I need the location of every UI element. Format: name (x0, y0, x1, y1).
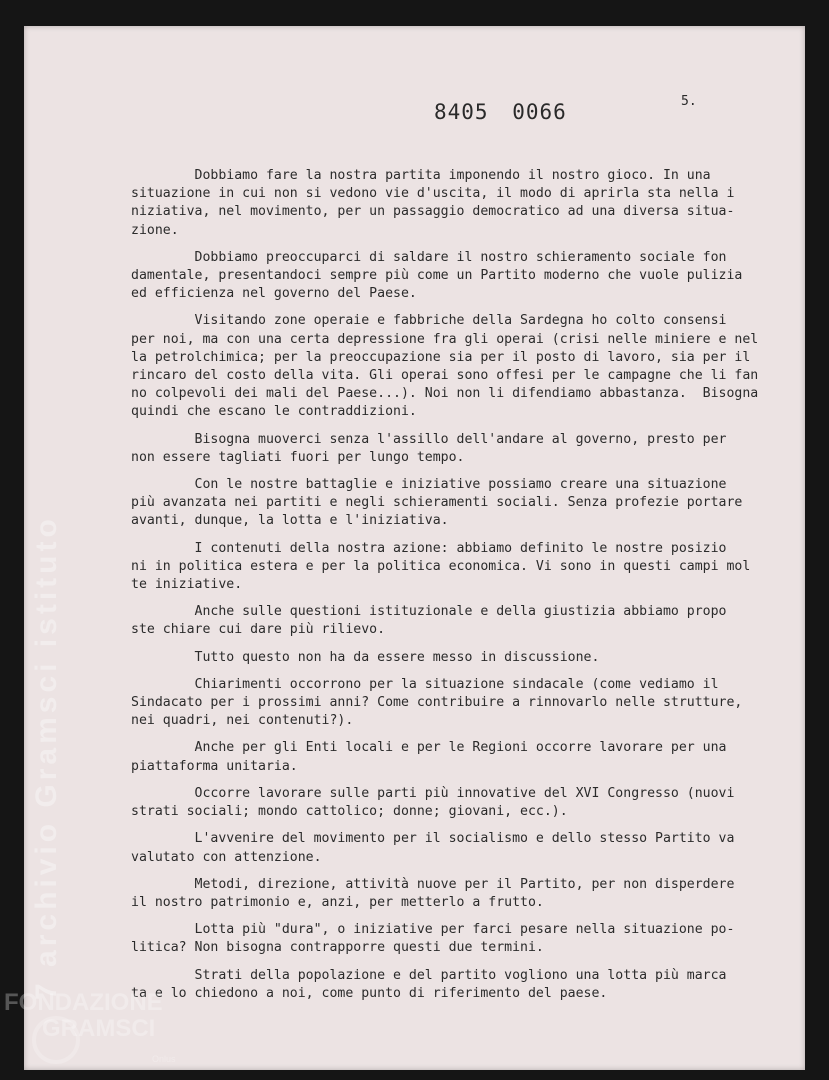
document-body (131, 167, 771, 1012)
watermark-line3: Onlus (152, 1054, 176, 1064)
page-number: 5. (681, 94, 697, 109)
paragraph: Dobbiamo preoccuparci di saldare il nostro schieramento sociale fon damentale, presentandoci sempre più come un Partito moderno che vuole pulizia ed efficienza nel governo del Paese. (131, 249, 743, 302)
paragraph: Con le nostre battaglie e iniziative possiamo creare una situazione più avanzata nei partiti e negli schieramenti sociali. Senza profezie portare avanti, dunque, la lotta e l'iniziativa. (131, 477, 743, 529)
watermark-line1: FONDAZIONE (4, 989, 163, 1016)
paragraph: Occorre lavorare sulle parti più innovative del XVI Congresso (nuovi strati sociali; mondo cattolico; donne; giovani, ecc.). (131, 785, 735, 820)
fondazione-gramsci-watermark (4, 990, 176, 1072)
paragraph: I contenuti della nostra azione: abbiamo definito le nostre posizio ni in politica estera e per la politica economica. Vi sono in questi campi mol te iniziative. (131, 540, 751, 593)
watermark-line2: GRAMSCI (42, 1015, 156, 1042)
paragraph: Dobbiamo fare la nostra partita imponendo il nostro gioco. In una situazione in cui non si vedono vie d'uscita, il modo di aprirla sta nella i niziativa, nel movimento, per un passaggio democratico ad una diversa situa- zione. (131, 168, 735, 238)
paragraph: Lotta più "dura", o iniziative per farci pesare nella situazione po- litica? Non bisogna contrapporre questi due termini. (131, 922, 735, 956)
paragraph: Anche sulle questioni istituzionale e della giustizia abbiamo propo ste chiare cui dare più rilievo. (131, 604, 727, 638)
paragraph: Metodi, direzione, attività nuove per il Partito, per non disperdere il nostro patrimonio e, anzi, per metterlo a frutto. (131, 876, 735, 910)
paragraph: Visitando zone operaie e fabbriche della Sardegna ho colto consensi per noi, ma con una certa depressione fra gli operai (crisi nelle miniere e nel la petrolchimica; per la preoccupazione sia per il posto di lavoro, sia per il rincaro del costo della vita. Gli operai sono offesi per le campagne che li fan no colpevoli dei mali del Paese...). Noi non li difendiamo abbastanza. Bisogna quindi che escano le contraddizioni. (131, 313, 759, 420)
paragraph: Tutto questo non ha da essere messo in discussione. (131, 649, 600, 665)
paragraph: Chiarimenti occorrono per la situazione sindacale (come vediamo il Sindacato per i prossimi anni? Come contribuire a rinnovarlo nelle strutture, nei quadri, nei contenuti?). (131, 676, 743, 729)
document-code: 8405 0066 (434, 100, 567, 124)
paragraph: Strati della popolazione e del partito vogliono una lotta più marca ta e lo chiedono a noi, come punto di riferimento del paese. (131, 967, 727, 1001)
paragraph: Anche per gli Enti locali e per le Regioni occorre lavorare per una piattaforma unitaria. (131, 740, 727, 774)
paragraph: Bisogna muoverci senza l'assillo dell'andare al governo, presto per non essere tagliati fuori per lungo tempo. (131, 431, 727, 465)
archive-edge-stamp: 7 archivio Gramsci istituto (30, 515, 63, 1000)
paragraph: L'avvenire del movimento per il socialismo e dello stesso Partito va valutato con attenzione. (131, 831, 735, 865)
